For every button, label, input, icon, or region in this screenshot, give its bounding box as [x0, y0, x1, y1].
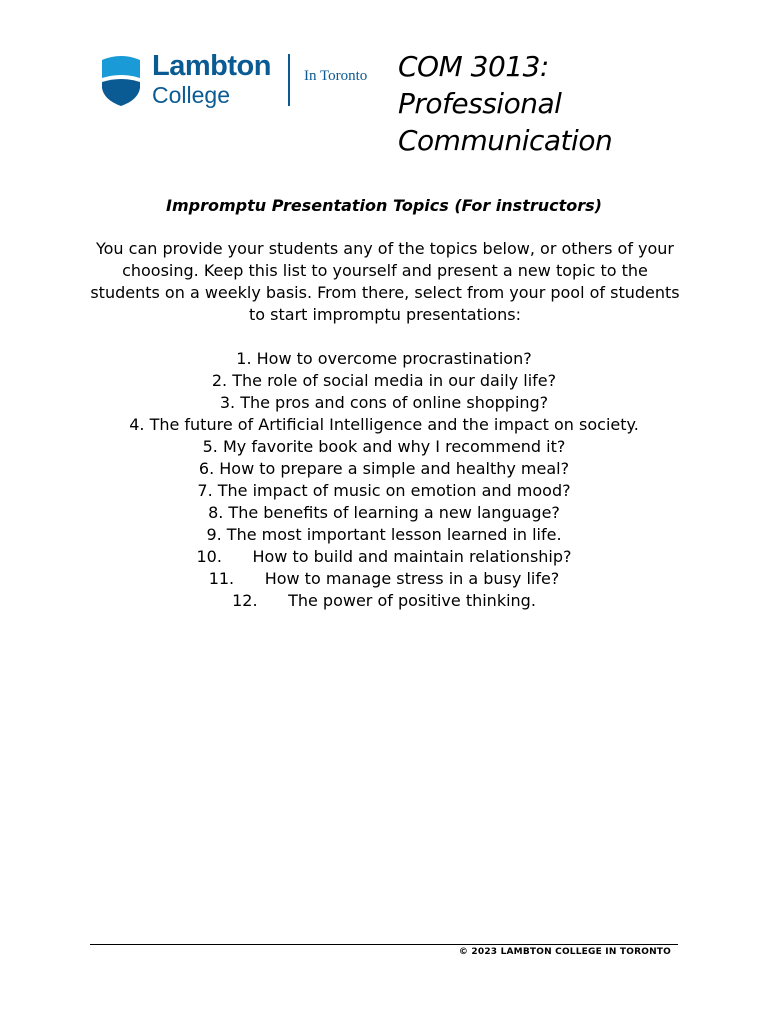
topic-text: The power of positive thinking.	[288, 591, 536, 610]
topic-text: How to prepare a simple and healthy meal?	[219, 459, 570, 478]
topic-text: The future of Artificial Intelligence and the impact on society.	[149, 415, 639, 434]
topic-number: 10.	[196, 547, 222, 566]
shield-logo-icon	[100, 54, 142, 106]
topic-item	[0, 370, 768, 392]
topic-number: 4.	[129, 415, 145, 434]
lambton-college-logo	[100, 50, 380, 112]
topic-number: 8.	[208, 503, 224, 522]
topic-number: 3.	[219, 393, 236, 412]
topic-text: The most important lesson learned in life.	[226, 525, 562, 544]
topic-number: 12.	[232, 591, 258, 610]
topic-item	[0, 392, 768, 414]
topic-item	[0, 590, 768, 612]
topic-text: The impact of music on emotion and mood?	[217, 481, 571, 500]
logo-campus-label: In Toronto	[304, 68, 368, 84]
topic-item	[0, 348, 768, 370]
topic-text: The pros and cons of online shopping?	[240, 393, 549, 412]
topic-item	[0, 480, 768, 502]
footer-copyright: © 2023 LAMBTON COLLEGE IN TORONTO	[458, 947, 671, 957]
logo-divider	[288, 54, 290, 106]
topic-item	[0, 546, 768, 568]
topic-text: The benefits of learning a new language?	[228, 503, 560, 522]
course-title-line-2: Professional	[398, 87, 562, 120]
course-title-line-3: Communication	[398, 124, 613, 157]
intro-paragraph: You can provide your students any of the topics below, or others of your choosing. Keep this list to yourself and present a new topic to the students on a weekly basis. From there, select from your pool of students to start impromptu presentations:	[90, 239, 680, 324]
topic-number: 5.	[202, 437, 218, 456]
course-title-line-1: COM 3013:	[398, 50, 549, 83]
topic-text: How to manage stress in a busy life?	[264, 569, 560, 588]
logo-wordmark-lambton: Lambton	[152, 50, 271, 82]
topic-text: How to build and maintain relationship?	[252, 547, 572, 566]
logo-wordmark-college: College	[152, 82, 230, 108]
topic-number: 7.	[197, 481, 213, 500]
document-subtitle: Impromptu Presentation Topics (For instructors)	[166, 196, 602, 215]
course-title	[398, 48, 738, 159]
topic-number: 6.	[198, 459, 215, 478]
topics-list	[0, 348, 768, 612]
topic-text: My favorite book and why I recommend it?	[222, 437, 566, 456]
topic-item	[0, 524, 768, 546]
topic-number: 9.	[206, 525, 222, 544]
topic-item	[0, 414, 768, 436]
topic-number: 2.	[211, 371, 228, 390]
topic-item	[0, 436, 768, 458]
topic-item	[0, 568, 768, 590]
topic-text: How to overcome procrastination?	[256, 349, 532, 368]
footer-divider	[90, 944, 678, 945]
topic-number: 11.	[208, 569, 235, 588]
topic-text: The role of social media in our daily life?	[232, 371, 557, 390]
topic-number: 1.	[236, 349, 252, 368]
topic-item	[0, 458, 768, 480]
topic-item	[0, 502, 768, 524]
